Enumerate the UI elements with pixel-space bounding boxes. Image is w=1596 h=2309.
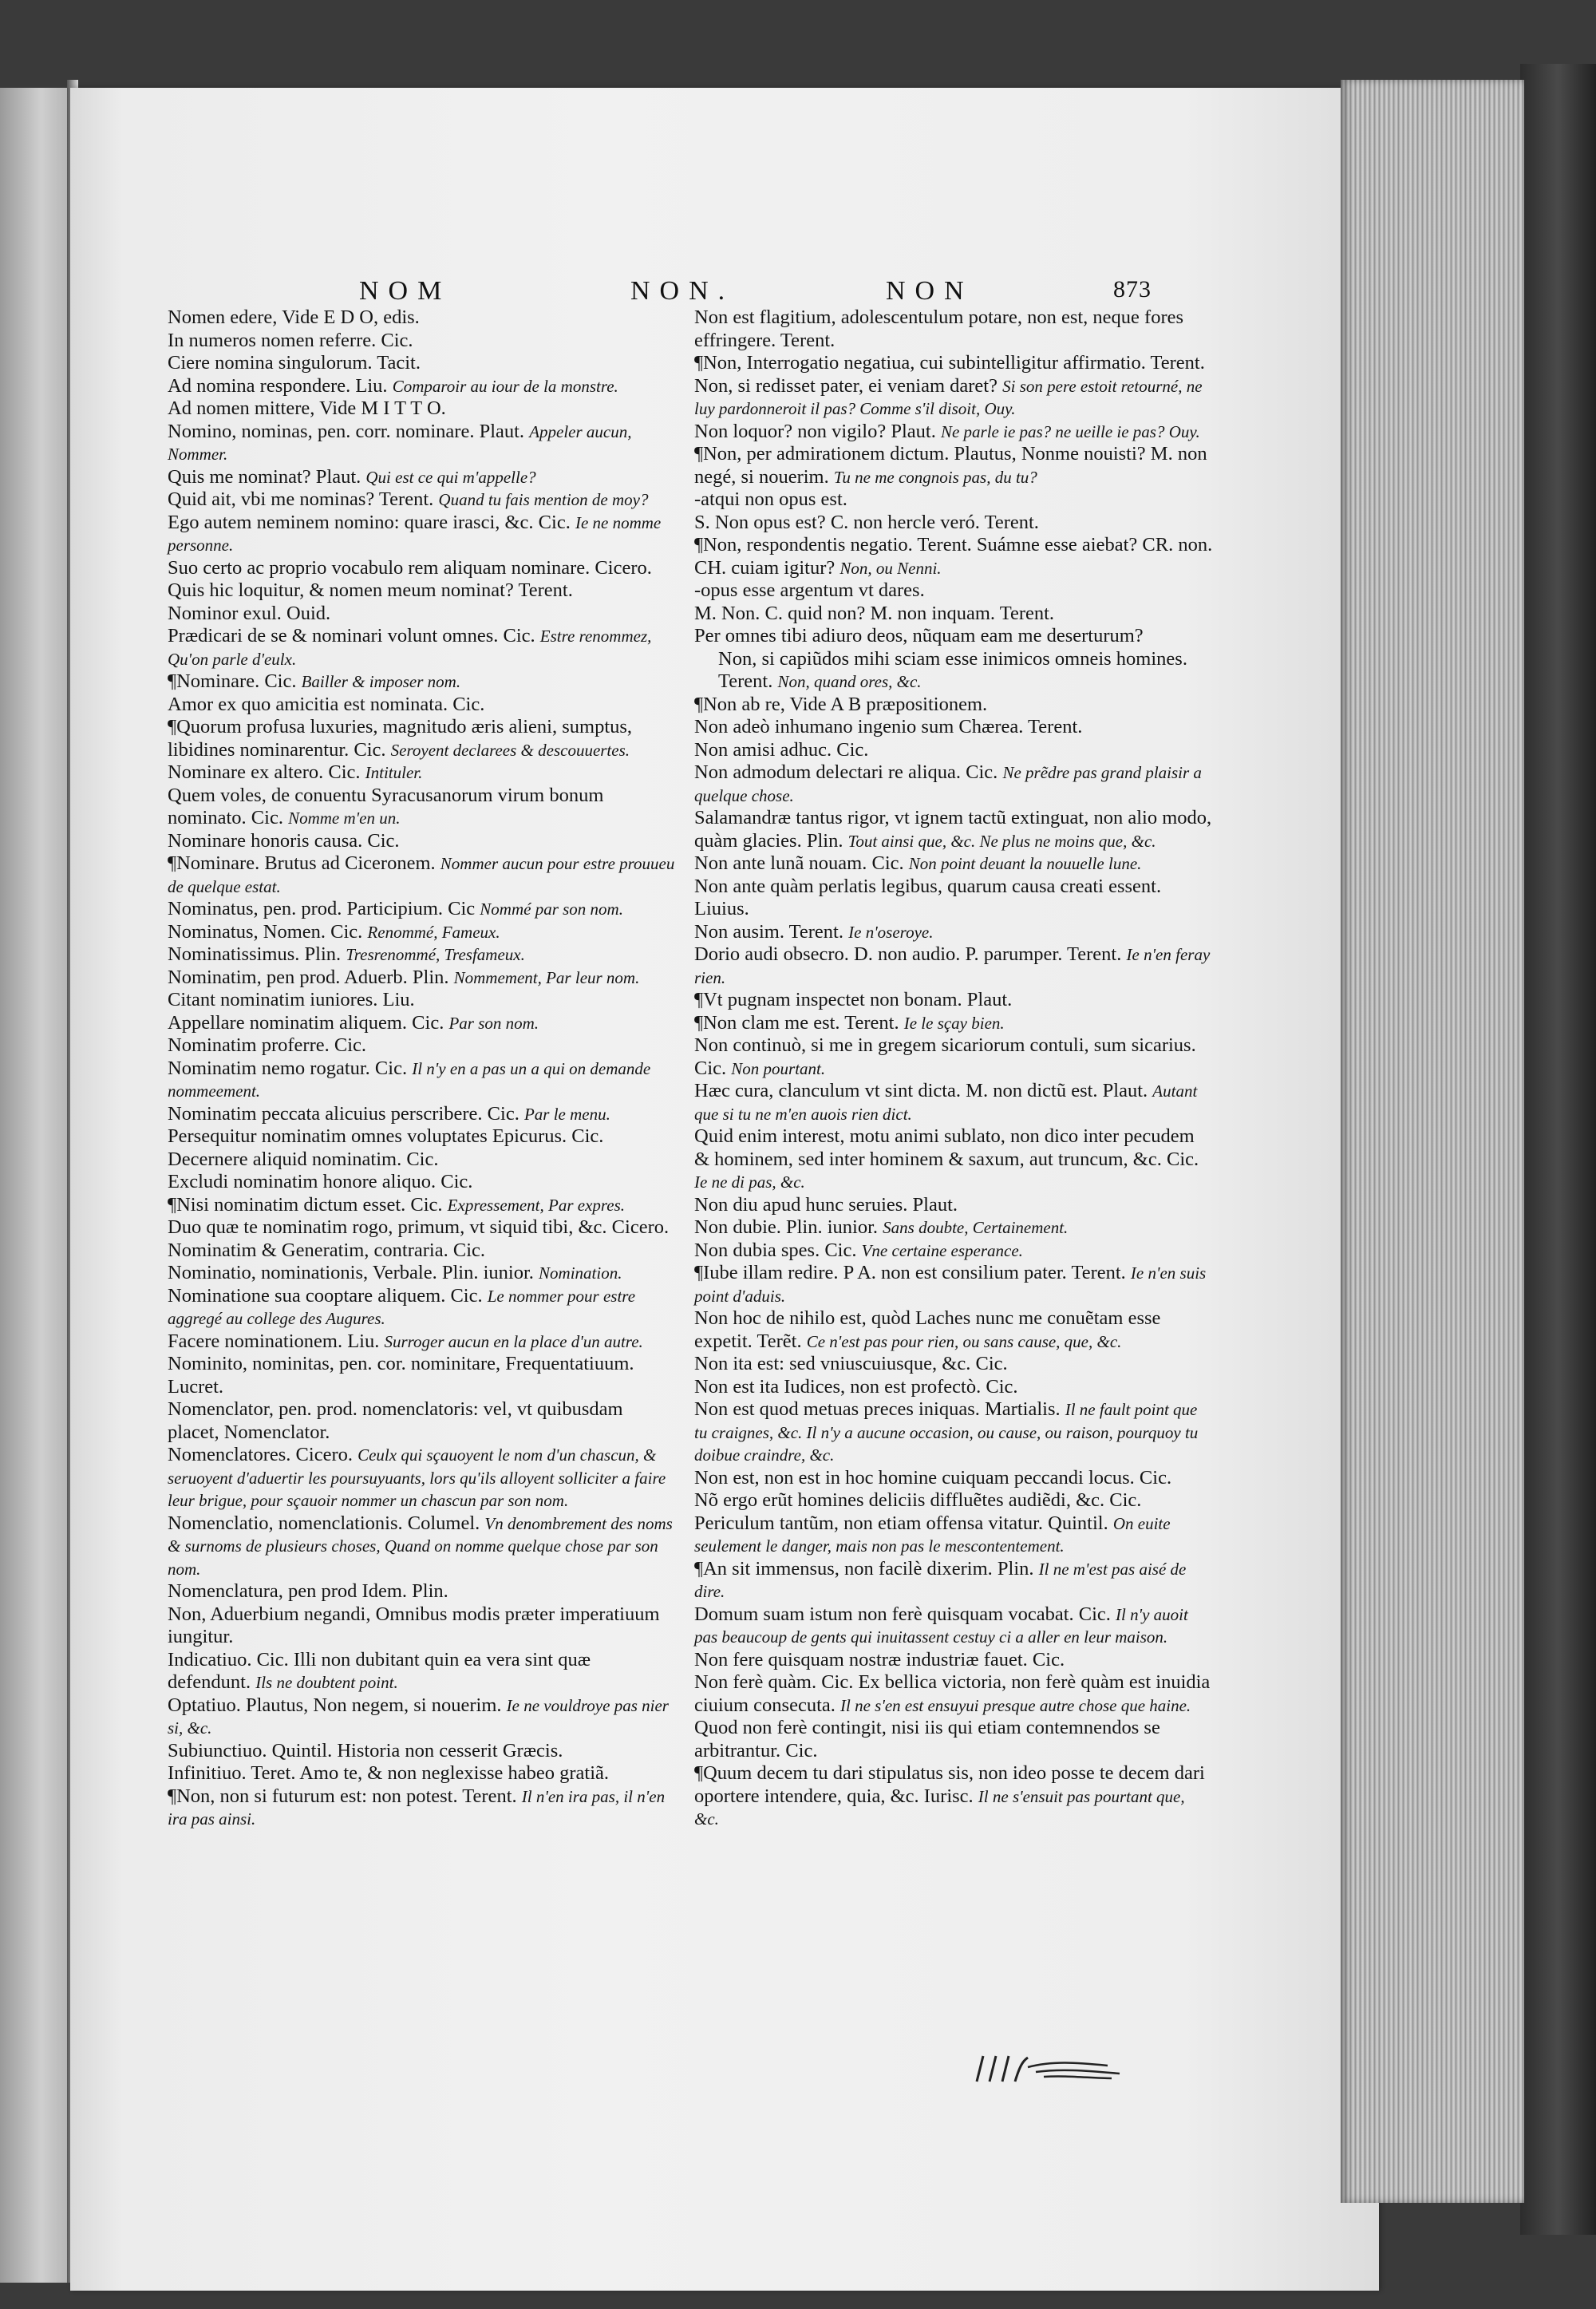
- left-page-edge: [0, 88, 70, 2283]
- entry-french-gloss: Il ne s'ensuit pas pourtant que, &c.: [694, 1786, 1185, 1829]
- dictionary-entry: [694, 1240, 1213, 1263]
- entry-latin: Non dubia spes. Cic.: [694, 1239, 857, 1261]
- entry-latin: ¶An sit immensus, non facilè dixerim. Plin.: [694, 1557, 1034, 1580]
- entry-latin: Decernere aliquid nominatim. Cic.: [168, 1148, 439, 1170]
- left-column: [168, 306, 678, 1831]
- entry-latin: ¶Nominare. Cic.: [168, 670, 297, 692]
- entry-latin: Excludi nominatim honore aliquo. Cic.: [168, 1171, 473, 1192]
- dictionary-entry: [694, 1671, 1213, 1717]
- dictionary-entry: [694, 512, 1213, 535]
- entry-latin: ¶Quorum profusa luxuries, magnitudo æris alieni, sumptus, libidines nominarentur. Cic.: [168, 716, 633, 761]
- entry-french-gloss: Ils ne doubtent point.: [255, 1673, 398, 1692]
- dictionary-entry: [168, 1444, 678, 1512]
- entry-latin: Nominatim & Generatim, contraria. Cic.: [168, 1239, 486, 1261]
- dictionary-entry: [694, 1649, 1213, 1672]
- entry-latin: Quis me nominat? Plaut.: [168, 465, 361, 488]
- entry-latin: Quid enim interest, motu animi sublato, non dico inter pecudem & hominem, sed inter hominem & saxum, aut truncum, &c. Cic.: [694, 1125, 1199, 1170]
- dictionary-entry: [168, 1580, 678, 1603]
- entry-french-gloss: Estre renommez, Qu'on parle d'eulx.: [168, 627, 652, 669]
- page-number: 873: [1113, 276, 1152, 302]
- dictionary-entry: [694, 1307, 1213, 1353]
- entry-latin: Prædicari de se & nominari volunt omnes. Cic.: [168, 625, 535, 646]
- entry-french-gloss: Ie ne vouldroye pas nier si, &c.: [168, 1695, 669, 1738]
- dictionary-entry: [168, 1194, 678, 1217]
- dictionary-entry: [694, 625, 1213, 648]
- entry-latin: Hæc cura, clanculum vt sint dicta. M. non dictũ est. Plaut.: [694, 1080, 1148, 1101]
- entry-french-gloss: Il ne fault point que tu craignes, &c. Il n'y a aucune occasion, ou cause, ou raison, pourquoy tu doibue craindre, &c.: [694, 1400, 1199, 1465]
- entry-latin: -opus esse argentum vt dares.: [694, 579, 925, 601]
- dictionary-entry: [694, 716, 1213, 739]
- dictionary-entry: [168, 830, 678, 853]
- entry-latin: Non ferè quàm. Cic. Ex bellica victoria, non ferè quàm est inuidia ciuium consecuta.: [694, 1671, 1211, 1716]
- dictionary-entry: [694, 921, 1213, 944]
- entry-latin: Per omnes tibi adiuro deos, nũquam eam me deserturum?: [694, 625, 1144, 646]
- dictionary-entry: [168, 670, 678, 694]
- dictionary-entry: [168, 989, 678, 1012]
- page-edges-stack: [1341, 80, 1524, 2203]
- entry-latin: ¶Nisi nominatim dictum esset. Cic.: [168, 1193, 443, 1216]
- entry-french-gloss: Quand tu fais mention de moy?: [438, 490, 649, 509]
- dictionary-entry: [168, 512, 678, 557]
- entry-french-gloss: Appeler aucun, Nommer.: [168, 421, 632, 464]
- entry-french-gloss: Par le menu.: [523, 1104, 610, 1124]
- entry-french-gloss: Tresrenommé, Tresfameux.: [346, 945, 525, 964]
- entry-latin: ¶Nominare. Brutus ad Ciceronem.: [168, 852, 436, 874]
- header-center: NON.: [630, 276, 735, 306]
- entry-latin: Nomenclator, pen. prod. nomenclatoris: vel, vt quibusdam placet, Nomenclator.: [168, 1398, 623, 1443]
- entry-latin: Non amisi adhuc. Cic.: [694, 738, 869, 761]
- entry-latin: ¶Non, non si futurum est: non potest. Terent.: [168, 1785, 517, 1807]
- entry-french-gloss: Ie n'en suis point d'aduis.: [694, 1263, 1207, 1306]
- entry-french-gloss: Ie n'oseroye.: [848, 922, 934, 942]
- entry-latin: Quis hic loquitur, & nomen meum nominat? Terent.: [168, 579, 573, 601]
- dictionary-entry: [694, 1216, 1213, 1240]
- entry-latin: Nomenclatores. Cicero.: [168, 1444, 353, 1465]
- dictionary-entry: [168, 694, 678, 717]
- dictionary-entry: [168, 1512, 678, 1581]
- entry-latin: Nominatus, pen. prod. Participium. Cic: [168, 898, 476, 919]
- entry-latin: Duo quæ te nominatim rogo, primum, vt siquid tibi, &c. Cicero.: [168, 1216, 670, 1238]
- entry-latin: ¶Non clam me est. Terent.: [694, 1011, 899, 1034]
- entry-french-gloss: Bailler & imposer nom.: [301, 672, 461, 691]
- dictionary-entry: [694, 1034, 1213, 1080]
- entry-latin: Non ante quàm perlatis legibus, quarum causa creati essent. Liuius.: [694, 875, 1162, 919]
- entry-latin: Non hoc de nihilo est, quòd Laches nunc me conuẽtam esse expetit. Terẽt.: [694, 1307, 1161, 1352]
- entry-french-gloss: Expressement, Par expres.: [447, 1195, 626, 1215]
- dictionary-entry: [694, 603, 1213, 626]
- dictionary-entry: [168, 1785, 678, 1831]
- entry-latin: Nomen edere, Vide E D O, edis.: [168, 306, 420, 328]
- entry-latin: Nominor exul. Ouid.: [168, 602, 331, 624]
- entry-latin: Nominatus, Nomen. Cic.: [168, 920, 363, 943]
- entry-latin: Nominatissimus. Plin.: [168, 943, 342, 965]
- entry-latin: ¶Quum decem tu dari stipulatus sis, non ideo posse te decem dari oportere intendere, quia, &c. Iurisc.: [694, 1762, 1205, 1807]
- entry-french-gloss: On euite seulement le danger, mais non pas le mescontentement.: [694, 1513, 1171, 1556]
- entry-latin: Nominatim proferre. Cic.: [168, 1034, 367, 1056]
- dictionary-entry: [168, 1149, 678, 1172]
- entry-latin: Appellare nominatim aliquem. Cic.: [168, 1011, 444, 1034]
- dictionary-entry: [694, 1194, 1213, 1217]
- entry-french-gloss: Il ne s'en est ensuyui presque autre chose que haine.: [840, 1695, 1191, 1715]
- entry-latin: ¶Non ab re, Vide A B præpositionem.: [694, 693, 988, 715]
- dictionary-entry: [694, 534, 1213, 579]
- entry-french-gloss: Renommé, Fameux.: [367, 922, 500, 942]
- entry-latin: M. Non. C. quid non? M. non inquam. Terent.: [694, 602, 1055, 624]
- entry-latin: Quid ait, vbi me nominas? Terent.: [168, 488, 434, 510]
- dictionary-entry: [168, 1240, 678, 1263]
- dictionary-entry: [694, 1012, 1213, 1035]
- entry-latin: ¶Non, Interrogatio negatiua, cui subintelligitur affirmatio. Terent. Non, si redisset pater, ei veniam daret?: [694, 352, 1205, 397]
- dictionary-entry: [694, 1762, 1213, 1831]
- dictionary-entry: [694, 1262, 1213, 1307]
- entry-latin: Nominito, nominitas, pen. cor. nominitare, Frequentatiuum. Lucret.: [168, 1353, 634, 1398]
- entry-latin: Ego autem neminem nomino: quare irasci, &c. Cic.: [168, 511, 571, 533]
- entry-latin: ¶Non, per admirationem dictum. Plautus, Nonme nouisti? M. non negé, si nouerim.: [694, 443, 1207, 488]
- entry-latin: Non dubie. Plin. iunior.: [694, 1216, 879, 1238]
- dictionary-entry: [168, 330, 678, 353]
- entry-latin: Quod non ferè contingit, nisi iis qui etiam contemnendos se arbitrantur. Cic.: [694, 1717, 1160, 1761]
- entry-latin: Ciere nomina singulorum. Tacit.: [168, 352, 421, 374]
- entry-latin: Nõ ergo erũt homines deliciis diffluẽtes audiẽdi, &c. Cic.: [694, 1489, 1142, 1511]
- entry-latin: Non ita est: sed vniuscuiusque, &c. Cic.: [694, 1353, 1008, 1374]
- entry-french-gloss: Il n'y auoit pas beaucoup de gents qui inuitassent cestuy ci a aller en leur maison.: [694, 1604, 1188, 1647]
- entry-latin: Non adeò inhumano ingenio sum Chærea. Terent.: [694, 716, 1083, 737]
- entry-french-gloss: Qui est ce qui m'appelle?: [365, 467, 536, 487]
- entry-latin: Nomenclatio, nomenclationis. Columel.: [168, 1512, 480, 1534]
- entry-latin: Ad nomina respondere. Liu.: [168, 374, 388, 397]
- dictionary-entry: [168, 1353, 678, 1398]
- entry-french-gloss: Nommer aucun pour estre prouueu de quelque estat.: [168, 854, 675, 896]
- entry-latin: ¶Iube illam redire. P A. non est consilium pater. Terent.: [694, 1262, 1126, 1283]
- dictionary-entry: [168, 1694, 678, 1740]
- entry-french-gloss: Intituler.: [365, 763, 423, 782]
- dictionary-entry: [694, 648, 1213, 694]
- dictionary-entry: [694, 1376, 1213, 1399]
- dictionary-entry: [168, 1125, 678, 1149]
- entry-latin: Nominatim, pen prod. Aduerb. Plin.: [168, 966, 449, 988]
- dictionary-entry: [168, 557, 678, 580]
- dictionary-entry: [168, 1649, 678, 1694]
- dictionary-entry: [168, 921, 678, 944]
- dictionary-entry: [168, 761, 678, 785]
- entry-french-gloss: Ceulx qui sçauoyent le nom d'un chascun, & seruoyent d'aduertir les poursuyuants, lors qu'ils alloyent solliciter a faire leur brigue, pour sçauoir nommer un chascun par son nom.: [168, 1445, 666, 1510]
- entry-latin: Non est flagitium, adolescentulum potare, non est, neque fores effringere. Terent.: [694, 306, 1184, 351]
- dictionary-entry: [694, 1080, 1213, 1125]
- entry-latin: Non fere quisquam nostræ industriæ fauet. Cic.: [694, 1648, 1065, 1670]
- entry-latin: Citant nominatim iuniores. Liu.: [168, 989, 415, 1010]
- entry-french-gloss: Tu ne me congnois pas, du tu?: [833, 467, 1037, 487]
- entry-french-gloss: Non, quand ores, &c.: [777, 672, 922, 691]
- dictionary-entry: [168, 1330, 678, 1354]
- dictionary-entry: [168, 852, 678, 898]
- entry-latin: Facere nominationem. Liu.: [168, 1330, 380, 1352]
- dictionary-entry: [694, 1558, 1213, 1603]
- dictionary-entry: [694, 1467, 1213, 1490]
- dictionary-entry: [694, 989, 1213, 1012]
- entry-french-gloss: Vne certaine esperance.: [861, 1240, 1023, 1260]
- dictionary-entry: [694, 306, 1213, 352]
- entry-latin: Nominatim peccata alicuius perscribere. Cic.: [168, 1102, 519, 1125]
- entry-latin: Optatiuo. Plautus, Non negem, si nouerim.: [168, 1694, 502, 1716]
- entry-french-gloss: Nommement, Par leur nom.: [453, 967, 640, 987]
- entry-latin: Domum suam istum non ferè quisquam vocabat. Cic.: [694, 1603, 1111, 1625]
- entry-latin: Nomino, nominas, pen. corr. nominare. Plaut.: [168, 420, 525, 442]
- entry-french-gloss: Ie ne nomme personne.: [168, 512, 662, 555]
- entry-latin: S. Non opus est? C. non hercle veró. Terent.: [694, 511, 1039, 533]
- header-right: NON: [886, 276, 974, 306]
- entry-french-gloss: Vn denombrement des noms & surnoms de plusieurs choses, Quand on nomme quelque chose par son nom.: [168, 1513, 673, 1579]
- entry-french-gloss: Nomme m'en un.: [288, 809, 401, 828]
- entry-latin: Nominare ex altero. Cic.: [168, 761, 361, 783]
- dictionary-entry: [168, 1216, 678, 1240]
- dictionary-entry: [694, 421, 1213, 444]
- dictionary-entry: [168, 1762, 678, 1785]
- entry-latin: Periculum tantũm, non etiam offensa vitatur. Quintil.: [694, 1512, 1108, 1534]
- entry-latin: Nominatione sua cooptare aliquem. Cic.: [168, 1284, 483, 1307]
- entry-latin: Non admodum delectari re aliqua. Cic.: [694, 761, 998, 783]
- dictionary-entry: [168, 1034, 678, 1058]
- entry-latin: Dorio audi obsecro. D. non audio. P. parumper. Terent.: [694, 943, 1122, 965]
- entry-french-gloss: Par son nom.: [448, 1013, 539, 1033]
- entry-french-gloss: Ce n'est pas pour rien, ou sans cause, que, &c.: [806, 1331, 1122, 1351]
- entry-french-gloss: Non, ou Nenni.: [839, 558, 942, 578]
- dictionary-entry: [168, 352, 678, 375]
- dictionary-entry: [694, 1489, 1213, 1512]
- entry-latin: Persequitur nominatim omnes voluptates Epicurus. Cic.: [168, 1125, 604, 1147]
- dictionary-entry: [168, 466, 678, 489]
- book-cover-edge: [1520, 64, 1596, 2235]
- header-left: NOM: [359, 276, 452, 306]
- entry-french-gloss: Ne prẽdre pas grand plaisir a quelque chose.: [694, 763, 1202, 805]
- dictionary-entry: [694, 488, 1213, 512]
- dictionary-entry: [168, 1398, 678, 1444]
- dictionary-entry: [168, 625, 678, 670]
- entry-latin: Nominare honoris causa. Cic.: [168, 829, 400, 852]
- entry-french-gloss: Non point deuant la nouuelle lune.: [908, 854, 1142, 873]
- entry-french-gloss: Le nommer pour estre aggregé au college des Augures.: [168, 1286, 636, 1328]
- entry-french-gloss: Seroyent declarees & descouuertes.: [390, 740, 630, 760]
- dictionary-entry: [694, 1125, 1213, 1194]
- dictionary-entry: [168, 967, 678, 990]
- dictionary-entry: [694, 761, 1213, 807]
- dictionary-entry: [168, 375, 678, 398]
- entry-latin: Non est, non est in hoc homine cuiquam peccandi locus. Cic.: [694, 1466, 1172, 1489]
- entry-latin: Amor ex quo amicitia est nominata. Cic.: [168, 693, 485, 715]
- dictionary-entry: [694, 852, 1213, 876]
- entry-french-gloss: Sans doubte, Certainement.: [883, 1218, 1069, 1237]
- entry-latin: Nominatim nemo rogatur. Cic.: [168, 1057, 408, 1079]
- dictionary-entry: [168, 1058, 678, 1103]
- entry-latin: Non, Aduerbium negandi, Omnibus modis præter imperatiuum iungitur.: [168, 1603, 660, 1647]
- entry-latin: Non, si capiũdos mihi sciam esse inimicos omneis homines. Terent.: [718, 647, 1187, 692]
- entry-latin: Non ausim. Terent.: [694, 920, 843, 943]
- dictionary-entry: [168, 943, 678, 967]
- entry-french-gloss: Ne parle ie pas? ne ueille ie pas? Ouy.: [940, 421, 1200, 441]
- right-column: [694, 306, 1213, 1831]
- entry-latin: ¶Vt pugnam inspectet non bonam. Plaut.: [694, 989, 1013, 1010]
- dictionary-entry: [694, 876, 1213, 921]
- entry-french-gloss: Non pourtant.: [731, 1058, 826, 1078]
- dictionary-entry: [694, 807, 1213, 852]
- entry-latin: Subiunctiuo. Quintil. Historia non cesserit Græcis.: [168, 1739, 563, 1761]
- dictionary-entry: [168, 1103, 678, 1126]
- dictionary-entry: [168, 397, 678, 421]
- entry-latin: Ad nomen mittere, Vide M I T T O.: [168, 397, 446, 419]
- dictionary-entry: [168, 1012, 678, 1035]
- dictionary-entry: [168, 1603, 678, 1649]
- entry-latin: Infinitiuo. Teret. Amo te, & non neglexisse habeo gratiã.: [168, 1762, 610, 1784]
- entry-french-gloss: Autant que si tu ne m'en auois rien dict.: [694, 1081, 1198, 1124]
- dictionary-entry: [694, 443, 1213, 488]
- dictionary-entry: [168, 579, 678, 603]
- dictionary-entry: [694, 694, 1213, 717]
- running-header: [343, 276, 1205, 308]
- entry-latin: Nominatio, nominationis, Verbale. Plin. iunior.: [168, 1262, 534, 1283]
- entry-french-gloss: Si son pere estoit retourné, ne luy pardonneroit il pas? Comme s'il disoit, Ouy.: [694, 376, 1203, 418]
- entry-french-gloss: Comparoir au iour de la monstre.: [392, 376, 618, 396]
- entry-french-gloss: Surroger aucun en la place d'un autre.: [384, 1331, 643, 1351]
- entry-latin: Non loquor? non vigilo? Plaut.: [694, 420, 936, 442]
- dictionary-entry: [168, 1285, 678, 1330]
- entry-french-gloss: Nomination.: [539, 1263, 622, 1283]
- entry-latin: Nomenclatura, pen prod Idem. Plin.: [168, 1580, 448, 1602]
- dictionary-entry: [694, 1353, 1213, 1376]
- entry-latin: Non est ita Iudices, non est profectò. Cic.: [694, 1375, 1018, 1398]
- dictionary-entry: [694, 352, 1213, 421]
- entry-french-gloss: Il n'y en a pas un a qui on demande nommeement.: [168, 1058, 651, 1101]
- entry-french-gloss: Il ne m'est pas aisé de dire.: [694, 1559, 1187, 1601]
- entry-french-gloss: Il n'en ira pas, il n'en ira pas ainsi.: [168, 1786, 666, 1829]
- entry-french-gloss: Ie ne di pas, &c.: [694, 1172, 805, 1192]
- dictionary-entry: [168, 716, 678, 761]
- entry-latin: Salamandræ tantus rigor, vt ignem tactũ extinguat, non alio modo, quàm glacies. Plin.: [694, 807, 1212, 852]
- dictionary-entry: [694, 579, 1213, 603]
- dictionary-entry: [694, 1717, 1213, 1762]
- dictionary-entry: [168, 306, 678, 330]
- dictionary-entry: [694, 1603, 1213, 1649]
- dictionary-entry: [694, 1512, 1213, 1558]
- entry-french-gloss: Ie le sçay bien.: [903, 1013, 1005, 1033]
- entry-latin: -atqui non opus est.: [694, 488, 847, 510]
- dictionary-entry: [168, 1171, 678, 1194]
- dictionary-entry: [168, 1740, 678, 1763]
- entry-latin: Quem voles, de conuentu Syracusanorum virum bonum nominato. Cic.: [168, 784, 604, 828]
- entry-french-gloss: Nommé par son nom.: [480, 899, 623, 919]
- entry-latin: Non diu apud hunc seruies. Plaut.: [694, 1193, 958, 1216]
- dictionary-entry: [168, 421, 678, 466]
- dictionary-entry: [694, 739, 1213, 762]
- entry-latin: Non ante lunã nouam. Cic.: [694, 852, 904, 874]
- dictionary-entry: [168, 785, 678, 830]
- dictionary-entry: [168, 898, 678, 921]
- dictionary-entry: [694, 1398, 1213, 1467]
- entry-latin: Indicatiuo. Cic. Illi non dubitant quin ea vera sint quæ defendunt.: [168, 1648, 591, 1693]
- entry-latin: ¶Non, respondentis negatio. Terent. Suámne esse aiebat? CR. non. CH. cuiam igitur?: [694, 534, 1213, 579]
- entry-latin: Non continuò, si me in gregem sicariorum contuli, sum sicarius. Cic.: [694, 1034, 1196, 1079]
- dictionary-entry: [694, 943, 1213, 989]
- entry-french-gloss: Ie n'en feray rien.: [694, 945, 1211, 987]
- dictionary-entry: [168, 603, 678, 626]
- entry-latin: Non est quod metuas preces iniquas. Martialis.: [694, 1398, 1061, 1420]
- entry-latin: Suo certo ac proprio vocabulo rem aliquam nominare. Cicero.: [168, 556, 652, 579]
- entry-french-gloss: Tout ainsi que, &c. Ne plus ne moins que, &c.: [847, 831, 1156, 851]
- handwritten-mark: [972, 2050, 1132, 2088]
- entry-latin: In numeros nomen referre. Cic.: [168, 329, 413, 351]
- dictionary-entry: [168, 488, 678, 512]
- dictionary-entry: [168, 1262, 678, 1285]
